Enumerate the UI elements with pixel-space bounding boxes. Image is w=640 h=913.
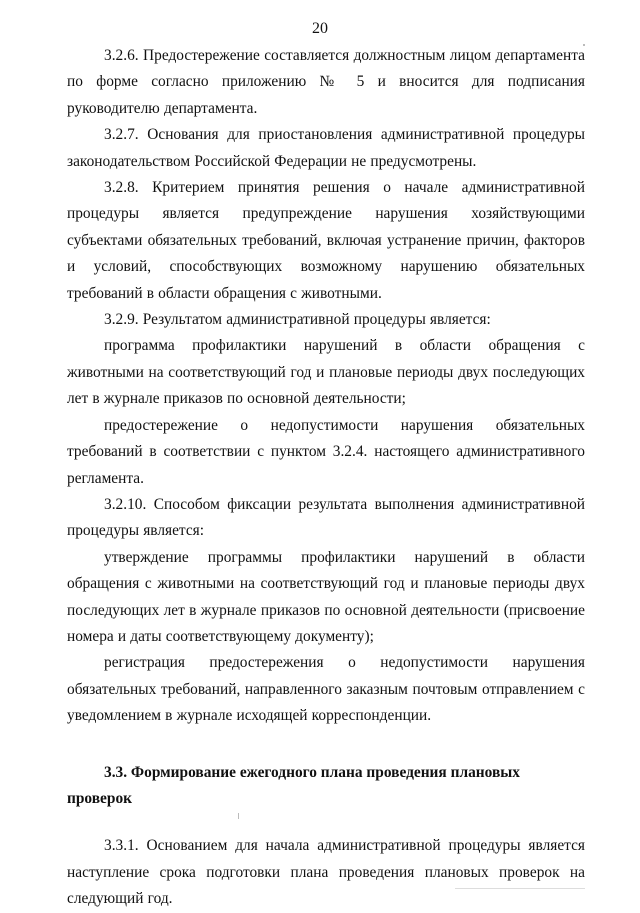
page-number: 20 [312, 20, 328, 37]
scan-speck [238, 813, 239, 819]
paragraph-3-2-10: 3.2.10. Способом фиксации результата выполнения административной процедуры является: [67, 495, 585, 540]
scan-speck [583, 44, 585, 46]
paragraph-result-program: программа профилактики нарушений в области обращения с животными на соответствующий год и плановые периоды двух последующих лет в журнале приказов по основной деятельности; [67, 337, 585, 408]
paragraph-fixation-approval: утверждение программы профилактики нарушений в области обращения с животными на соответствующий год и плановые периоды двух последующих лет в журнале приказов по основной деятельности (присвоение номера и даты соответствующему документу); [67, 548, 585, 645]
paragraph-3-2-7: 3.2.7. Основания для приостановления административной процедуры законодательством Российской Федерации не предусмотрены. [67, 126, 585, 170]
paragraph-3-3-1: 3.3.1. Основанием для начала административной процедуры является наступление срока подготовки плана проведения плановых проверок на следующий год. [67, 837, 585, 908]
scan-line-artifact [455, 888, 585, 889]
paragraph-3-2-6: 3.2.6. Предостережение составляется должностным лицом департамента по форме согласно приложению № 5 и вносится для подписания руководителю департамента. [67, 47, 585, 117]
document-body [67, 43, 585, 913]
paragraph-3-2-8: 3.2.8. Критерием принятия решения о начале административной процедуры является предупреждение нарушения хозяйствующими субъектами обязательных требований, включая устранение причин, факторов и условий, способствующих возможному нарушению обязательных требований в области обращения с животными. [67, 179, 585, 302]
section-heading-3-3: 3.3. Формирование ежегодного плана проведения плановых проверок [67, 763, 521, 807]
paragraph-result-warning: предостережение о недопустимости нарушения обязательных требований в соответствии с пунктом 3.2.4. настоящего административного регламента. [67, 416, 585, 487]
paragraph-3-2-9: 3.2.9. Результатом административной процедуры является: [104, 311, 491, 329]
paragraph-fixation-registration: регистрация предостережения о недопустимости нарушения обязательных требований, направленного заказным почтовым отправлением с уведомлением в журнале исходящей корреспонденции. [67, 654, 585, 725]
